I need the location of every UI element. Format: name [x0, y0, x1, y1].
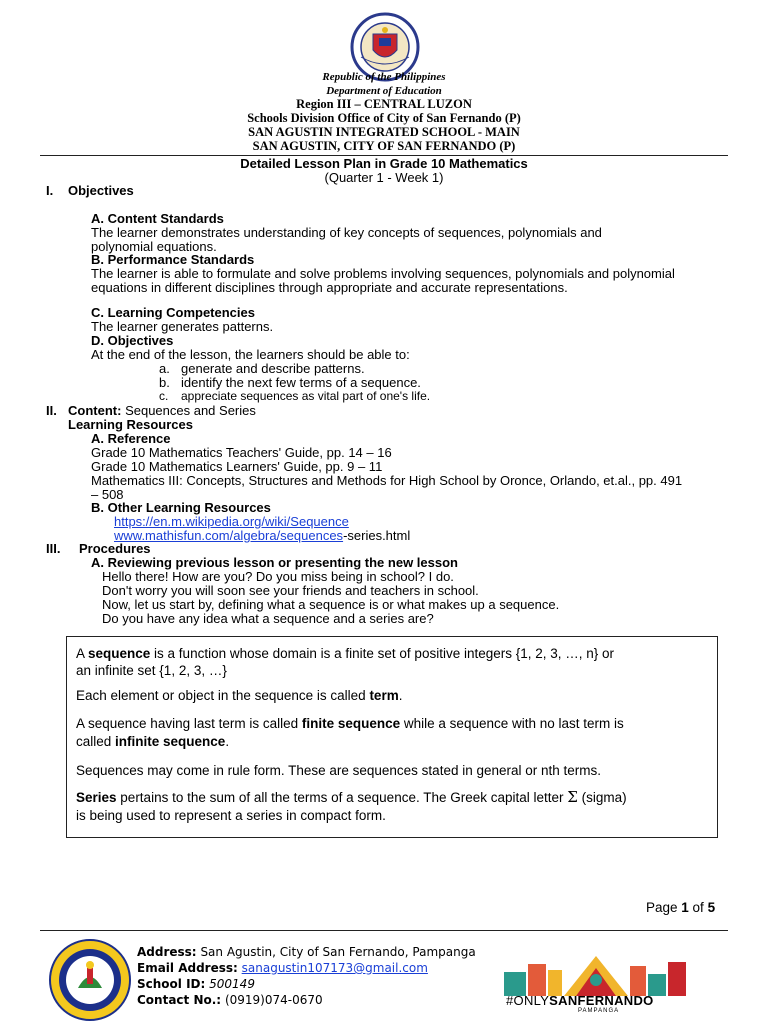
series-definition	[76, 789, 706, 806]
footer-school-id-row	[137, 977, 255, 991]
email-label: Email Address:	[137, 961, 238, 975]
section-heading-content-row	[68, 403, 256, 418]
finite-infinite-definition	[76, 715, 706, 732]
reference-3-pages: – 508	[91, 487, 124, 502]
objective-item-b: identify the next few terms of a sequence.	[181, 375, 421, 390]
address-value: San Agustin, City of San Fernando, Pampanga	[200, 945, 476, 959]
brand-province: PAMPANGA	[578, 1008, 620, 1014]
def-term-infinite: infinite sequence	[115, 734, 226, 749]
section-heading-procedures: Procedures	[79, 541, 151, 556]
header-division: Schools Division Office of City of San Fernando (P)	[247, 111, 521, 125]
def-text: .	[225, 734, 230, 749]
series-definition-line2: is being used to represent a series in compact form.	[76, 808, 386, 823]
sequence-definition-line2: an infinite set {1, 2, 3, …}	[76, 663, 227, 678]
objective-item-b-marker: b.	[159, 375, 170, 390]
school-id-value: 500149	[209, 977, 255, 991]
def-text: A	[76, 646, 89, 661]
only-san-fernando-brand	[506, 993, 654, 1008]
page-number	[646, 900, 715, 915]
footer-email-row	[137, 961, 428, 975]
procedure-line-3: Now, let us start by, defining what a sequence is or what makes up a sequence.	[102, 597, 560, 612]
learning-competencies-text: The learner generates patterns.	[91, 319, 274, 334]
mathisfun-link-tail: -series.html	[343, 528, 411, 543]
def-text: (sigma)	[577, 790, 627, 805]
section-number-content: II.	[46, 403, 57, 418]
rule-form-definition: Sequences may come in rule form. These are sequences stated in general or nth terms.	[76, 763, 602, 778]
performance-standards-text-1: The learner is able to formulate and solve problems involving sequences, polynomials and polynomial	[91, 266, 675, 281]
procedure-line-4: Do you have any idea what a sequence and a series are?	[102, 611, 434, 626]
email-link[interactable]: sanagustin107173@gmail.com	[241, 961, 428, 975]
def-text: Each element or object in the sequence is called	[76, 688, 370, 703]
header-school: SAN AGUSTIN INTEGRATED SCHOOL - MAIN	[248, 125, 520, 139]
def-term-term: term	[369, 688, 399, 703]
page-total: 5	[707, 900, 716, 915]
section-heading-objectives: Objectives	[68, 183, 134, 198]
lesson-title: Detailed Lesson Plan in Grade 10 Mathematics	[240, 156, 528, 171]
page-current: 1	[681, 900, 689, 915]
footer-contact-row	[137, 993, 323, 1007]
sequence-definition	[76, 645, 706, 662]
def-term-sequence: sequence	[88, 646, 151, 661]
school-logo	[48, 938, 132, 1022]
content-standards-title: A. Content Standards	[91, 211, 224, 226]
section-number-procedures: III.	[46, 541, 61, 556]
procedure-line-2: Don't worry you will soon see your friends and teachers in school.	[102, 583, 479, 598]
school-id-label: School ID:	[137, 977, 206, 991]
mathisfun-link-row	[114, 528, 410, 543]
footer-address-row	[137, 945, 476, 959]
header-location: SAN AGUSTIN, CITY OF SAN FERNANDO (P)	[252, 139, 516, 153]
def-text: is a function whose domain is a finite set of positive integers {1, 2, 3, …, n} or	[150, 646, 615, 661]
wikipedia-link[interactable]: https://en.m.wikipedia.org/wiki/Sequence	[114, 514, 349, 529]
objectives-d-text: At the end of the lesson, the learners should be able to:	[91, 347, 410, 362]
brand-name: SANFERNANDO	[549, 993, 654, 1008]
footer-divider	[40, 930, 728, 931]
def-term-finite: finite sequence	[301, 716, 401, 731]
procedure-line-1: Hello there! How are you? Do you miss being in school? I do.	[102, 569, 454, 584]
definition-box	[66, 636, 718, 838]
san-fernando-skyline-logo	[504, 950, 688, 996]
header-republic: Republic of the Philippines	[322, 71, 446, 83]
mathisfun-link[interactable]: www.mathisfun.com/algebra/sequences	[114, 528, 344, 543]
section-number-objectives: I.	[46, 183, 54, 198]
page-label: Page	[646, 900, 682, 915]
header-department: Department of Education	[326, 85, 442, 97]
objective-item-a-marker: a.	[159, 361, 170, 376]
term-definition	[76, 687, 706, 704]
other-resources-title: B. Other Learning Resources	[91, 500, 271, 515]
lesson-subtitle: (Quarter 1 - Week 1)	[324, 170, 444, 185]
sigma-symbol: Σ	[567, 788, 578, 806]
reference-title: A. Reference	[91, 431, 171, 446]
section-heading-content: Content:	[68, 403, 122, 418]
learning-resources-heading: Learning Resources	[68, 417, 193, 432]
header-region: Region III – CENTRAL LUZON	[296, 97, 472, 111]
performance-standards-text-2: equations in different disciplines through appropriate and accurate representations.	[91, 280, 568, 295]
def-text: pertains to the sum of all the terms of a sequence. The Greek capital letter	[116, 790, 568, 805]
page-label: of	[688, 900, 708, 915]
performance-standards-title: B. Performance Standards	[91, 252, 255, 267]
objective-item-a: generate and describe patterns.	[181, 361, 365, 376]
def-text: while a sequence with no last term is	[400, 716, 624, 731]
learning-competencies-title: C. Learning Competencies	[91, 305, 255, 320]
reference-3: Mathematics III: Concepts, Structures and Methods for High School by Oronce, Orlando, et.al., pp. 491	[91, 473, 683, 488]
def-text: .	[398, 688, 403, 703]
finite-infinite-definition-line2	[76, 733, 706, 750]
contact-value: (0919)074-0670	[224, 993, 323, 1007]
objective-item-c: appreciate sequences as vital part of one's life.	[181, 389, 431, 403]
contact-label: Contact No.:	[137, 993, 222, 1007]
def-text: called	[76, 734, 116, 749]
content-standards-text-1: The learner demonstrates understanding of key concepts of sequences, polynomials and	[91, 225, 602, 240]
reference-1: Grade 10 Mathematics Teachers' Guide, pp. 14 – 16	[91, 445, 392, 460]
address-label: Address:	[137, 945, 197, 959]
content-value: Sequences and Series	[125, 403, 256, 418]
objectives-d-title: D. Objectives	[91, 333, 174, 348]
reference-2: Grade 10 Mathematics Learners' Guide, pp. 9 – 11	[91, 459, 383, 474]
content-standards-text-2: polynomial equations.	[91, 239, 217, 254]
brand-prefix: #ONLY	[506, 993, 550, 1008]
def-term-series: Series	[76, 790, 117, 805]
procedure-a-title: A. Reviewing previous lesson or presenting the new lesson	[91, 555, 458, 570]
objective-item-c-marker: c.	[159, 389, 169, 403]
def-text: A sequence having last term is called	[76, 716, 302, 731]
